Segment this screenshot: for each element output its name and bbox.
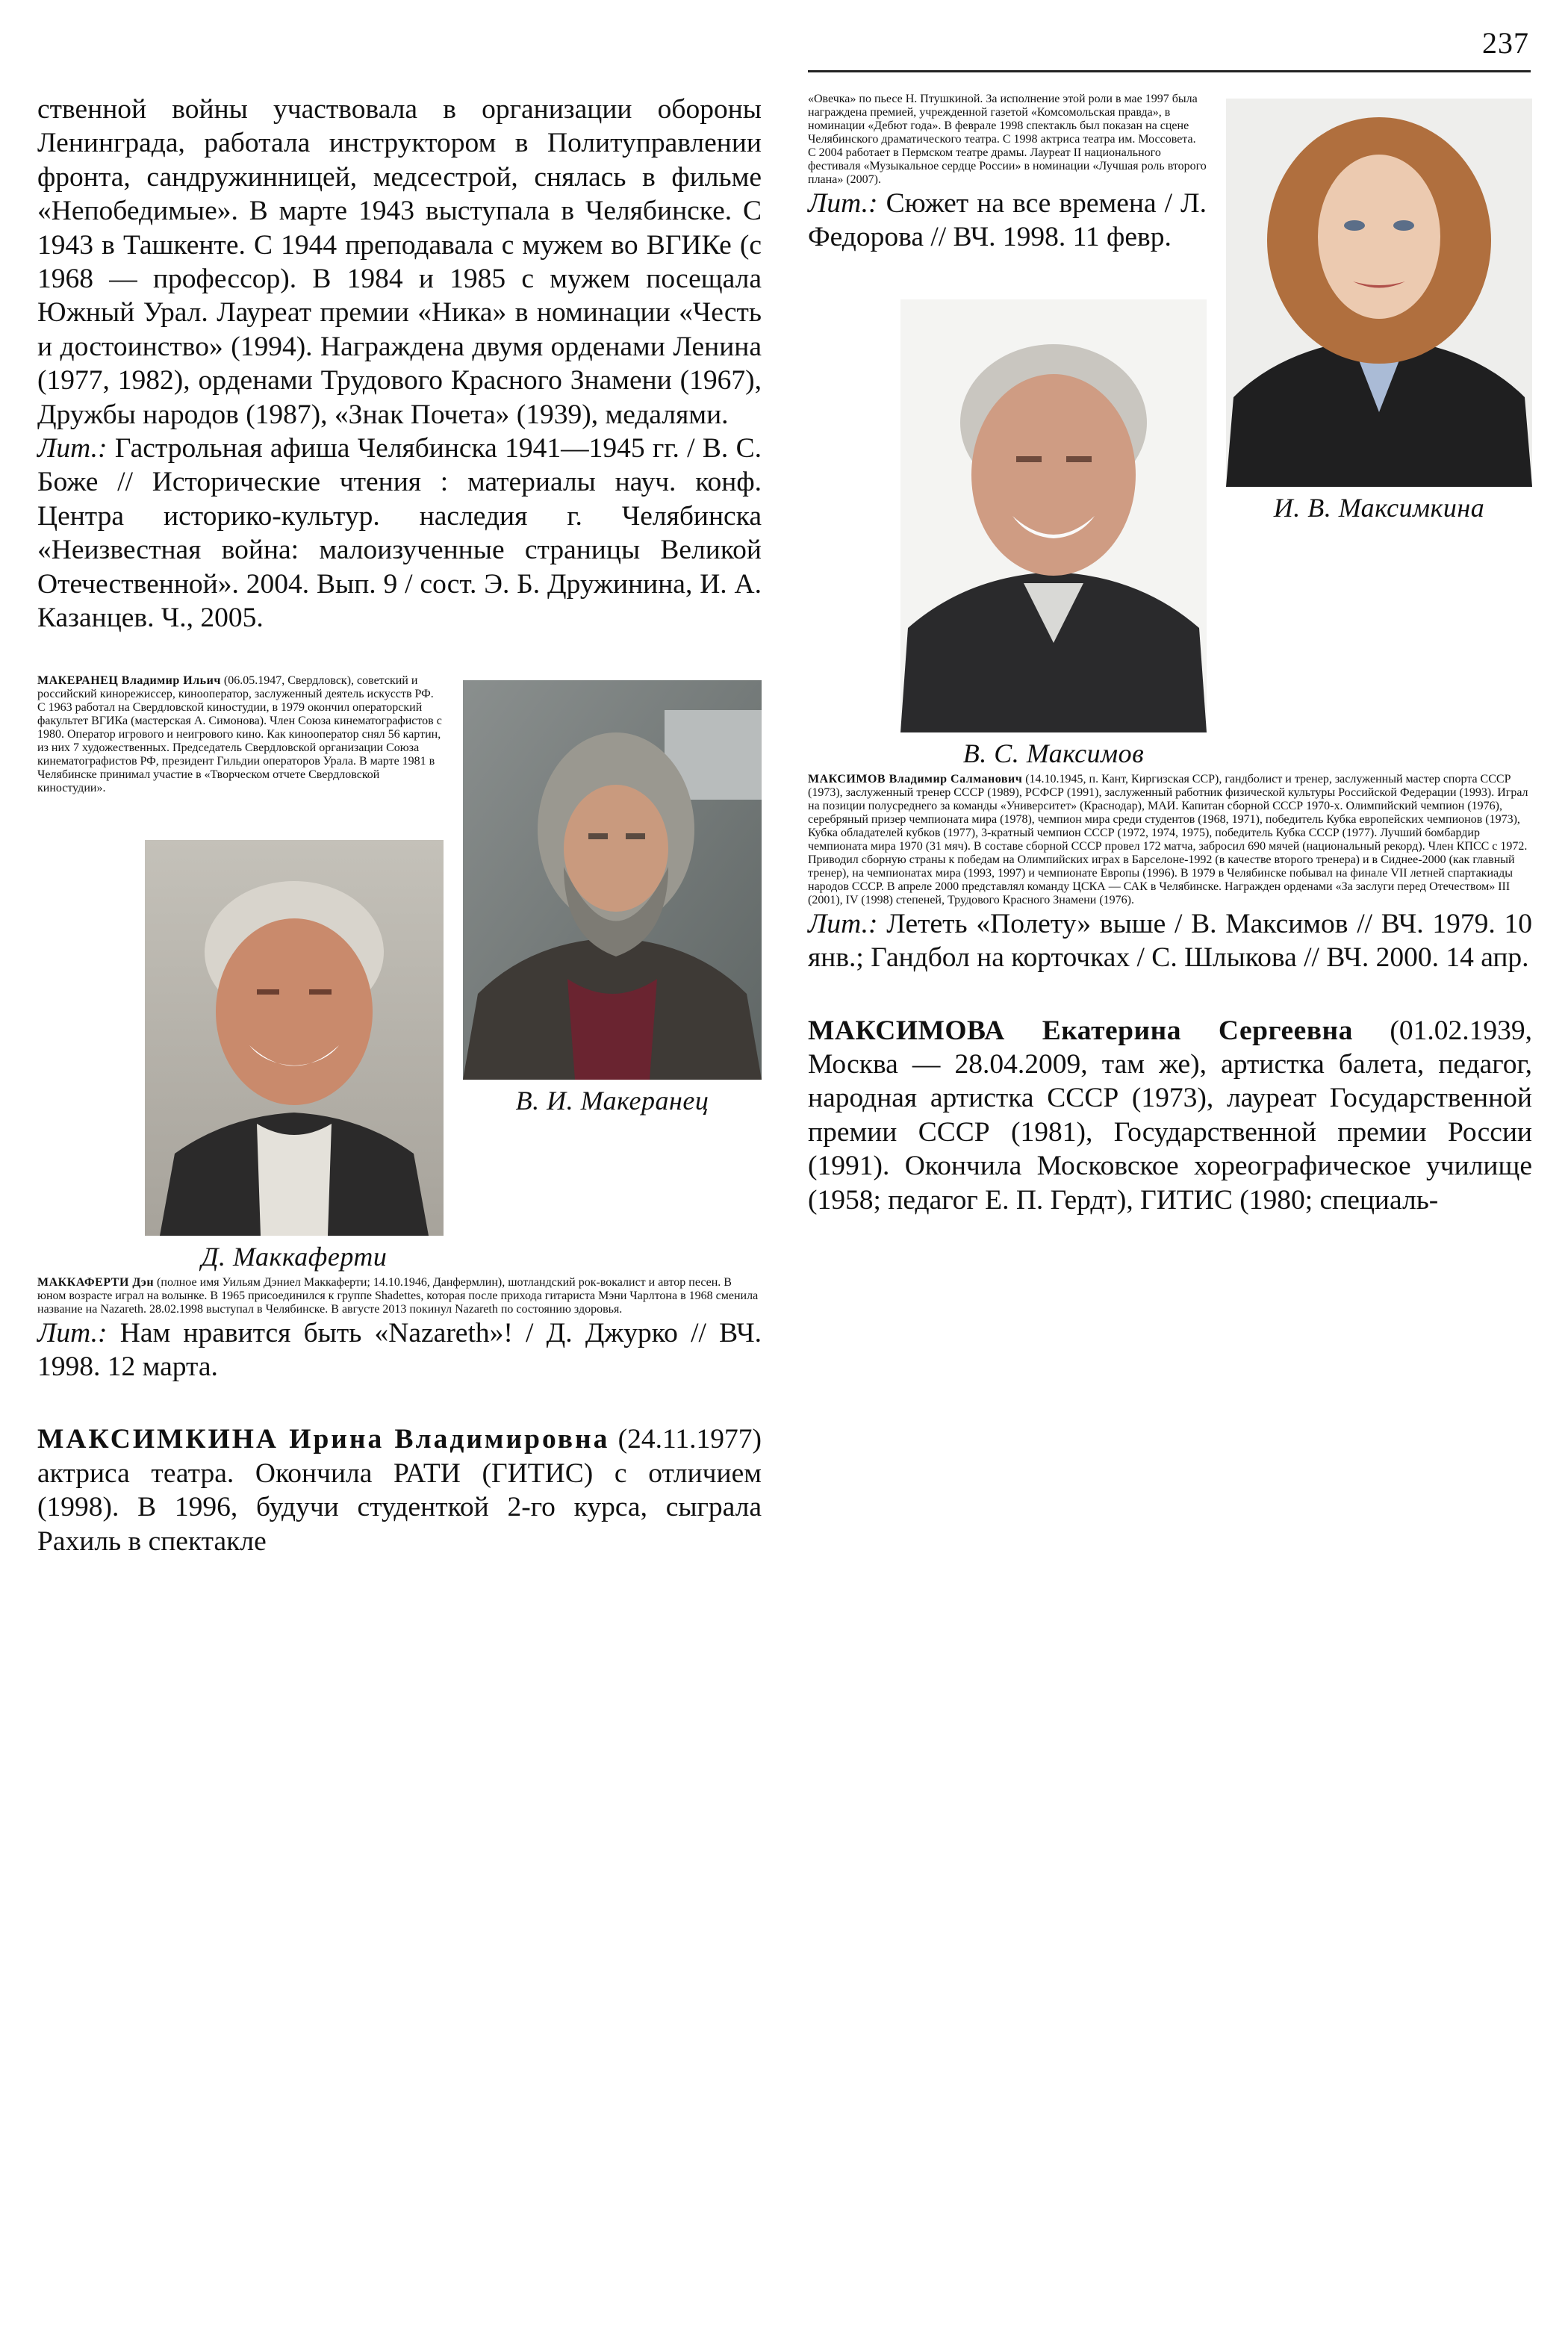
portrait-photo xyxy=(1226,99,1532,487)
entry-text: (полное имя Уильям Дэниел Маккаферти; 14.10.1946, Данфермлин), шотландский рок-вокалист и автор песен. В юном возрасте играл на волынке. В 1965 присоединился к группе Shadettes, которая после прихода гитариста Мэни Чарлтона в 1968 сменила название на Nazareth. 28.02.1998 выступал в Челябинске. В августе 2013 покинул Nazareth по состоянию здоровья. xyxy=(37,1275,759,1316)
left-column xyxy=(37,93,762,1558)
page-number: 237 xyxy=(1482,26,1529,60)
entry-text: (14.10.1945, п. Кант, Киргизская ССР), гандболист и тренер, заслуженный мастер спорта СССР (1973), заслуженный тренер СССР (1989), РСФСР (1991), заслуженный работник физической культуры Российской Федерации (1993). Играл на позиции полусреднего за команды «Университет» (Краснодар), МАИ. Капитан сборной СССР 1970-х. Олимпийский чемпион (1976), серебряный призер чемпионата мира (1978), чемпион мира среди студентов (1968, 1971), победитель Кубка европейских чемпионов (1973), Кубка обладателей кубков (1977), 3-кратный чемпион СССР (1972, 1974, 1975), победитель Кубка СССР (1977). Лучший бомбардир чемпионата мира 1970 (31 мяч). В составе сборной СССР провел 172 матча, забросил 690 мячей (национальный рекорд). Член КПСС с 1972. Приводил сборную страны к победам на Олимпийских играх в Барселоне-1992 (в качестве второго тренера) и в Сиднее-2000 (как главный тренер), на чемпионатах мира (1993, 1997) и чемпионате Европы (1996). В 1979 в Челябинске побывал на финале VII летней спартакиады народов СССР. В апреле 2000 представлял команду ЦСКА — САК в Челябинске. Награжден орденами «За заслуги перед Отечеством» III (2001), IV (1998) степеней, Трудового Красного Знамени (1976). xyxy=(808,772,1528,906)
entry-headword: МАКСИМОВ Владимир Салманович xyxy=(808,772,1023,785)
portrait-mccafferty xyxy=(145,840,444,1273)
entry-maksimova xyxy=(808,1014,1532,1217)
entry-continuation xyxy=(37,93,762,432)
portrait-photo xyxy=(463,680,762,1080)
literature-text: Сюжет на все времена / Л. Федорова // ВЧ. 1998. 11 февр. xyxy=(808,188,1207,253)
portrait-maksimkina xyxy=(1226,99,1532,524)
entry-headword: МАКЕРАНЕЦ Владимир Ильич xyxy=(37,673,221,687)
entry-headword: МАКСИМОВА Екатерина Сергеевна xyxy=(808,1015,1353,1046)
entry-text: «Овечка» по пьесе Н. Птушкиной. За исполнение этой роли в мае 1997 была награждена премией, учрежденной газетой «Комсомольская правда», в номинации «Дебют года». В феврале 1998 спектакль был показан на сцене Челябинского драматического театра. С 1998 актриса театра им. Моссовета. С 2004 работает в Пермском театре драмы. Лауреат II национального фестиваля «Музыкальное сердце России» в номинации «Лучшая роль второго плана» (2007). xyxy=(808,93,1207,186)
entry-text: (24.11.1977) актриса театра. Окончила РАТИ (ГИТИС) с отличием (1998). В 1996, будучи студенткой 2-го курса, сыграла Рахиль в спектакле xyxy=(37,1424,762,1557)
literature-text: Нам нравится быть «Nazareth»! / Д. Джурко // ВЧ. 1998. 12 марта. xyxy=(37,1317,762,1382)
entry-text: (06.05.1947, Свердловск), советский и российский кинорежиссер, кинооператор, заслуженный деятель искусств РФ. С 1963 работал на Свердловской киностудии, в 1979 окончил операторский факультет ВГИКа (мастерская А. Симонова). Член Союза кинематографистов с 1980. Оператор игрового и неигрового кино. Как кинооператор снял 56 картин, из них 7 художественных. Председатель Свердловской организации Союза кинематографистов РФ, президент Гильдии операторов Урала. В марте 1981 в Челябинске принимал участие в «Творческом отчете Свердловской киностудии». xyxy=(37,673,442,794)
entry-literature xyxy=(37,1316,762,1384)
literature-label: Лит.: xyxy=(37,1317,108,1348)
entry-headword: МАКСИМКИНА Ирина Владимировна xyxy=(37,1424,610,1455)
portrait-photo xyxy=(145,840,444,1236)
portrait-maksimov xyxy=(900,299,1207,770)
literature-text: Лететь «Полету» выше / В. Максимов // ВЧ. 1979. 10 янв.; Гандбол на корточках / С. Шлыкова // ВЧ. 2000. 14 апр. xyxy=(808,908,1532,974)
bearded-man-portrait-image xyxy=(463,680,762,1080)
photo-caption: И. В. Максимкина xyxy=(1273,493,1485,523)
photo-caption: В. С. Максимов xyxy=(962,738,1145,768)
portrait-photo xyxy=(900,299,1207,732)
smiling-singer-portrait-image xyxy=(145,840,444,1236)
literature-label: Лит.: xyxy=(808,188,878,219)
literature-text: Гастрольная афиша Челябинска 1941—1945 гг. / В. С. Боже // Исторические чтения : материалы науч. конф. Центра историко-культур. наследия г. Челябинска «Неизвестная война: малоизученные страницы Великой Отечественной». 2004. Вып. 9 / сост. Э. Б. Дружинина, И. А. Казанцев. Ч., 2005. xyxy=(37,433,762,634)
entry-text: ственной войны участвовала в организации обороны Ленинграда, работала инструктором в Политуправлении фронта, сандружинницей, медсестрой, снялась в фильме «Непобедимые». В марте 1943 выступала в Челябинске. С 1943 в Ташкенте. С 1944 преподавала с мужем во ВГИКе (с 1968 — профессор). В 1984 и 1985 с мужем посещала Южный Урал. Лауреат премии «Ника» в номинации «Честь и достоинство» (1994). Награждена двумя орденами Ленина (1977, 1982), орденами Трудового Красного Знамени (1967), Дружбы народов (1987), «Знак Почета» (1939), медалями. xyxy=(37,94,762,430)
literature-label: Лит.: xyxy=(37,433,108,464)
entry-literature xyxy=(37,432,762,635)
photo-caption: Д. Маккаферти xyxy=(201,1241,388,1272)
entry-literature xyxy=(808,907,1532,975)
entry-maksimkina xyxy=(37,1422,762,1558)
portrait-makeranets xyxy=(463,680,762,1117)
literature-label: Лит.: xyxy=(808,908,878,939)
right-column xyxy=(808,93,1532,1217)
actress-portrait-image xyxy=(1226,99,1532,487)
entry-text: (01.02.1939, Москва — 28.04.2009, там же), артистка балета, педагог, народная артистка СССР (1973), лауреат Государственной премии СССР (1981), Государственной премии России (1991). Окончила Московское хореографическое училище (1958; педагог Е. П. Гердт), ГИТИС (1980; специаль- xyxy=(808,1015,1532,1216)
photo-caption: В. И. Макеранец xyxy=(515,1085,709,1116)
coach-portrait-image xyxy=(900,299,1207,732)
header-rule xyxy=(808,70,1531,72)
entry-headword: МАККАФЕРТИ Дэн xyxy=(37,1275,155,1289)
